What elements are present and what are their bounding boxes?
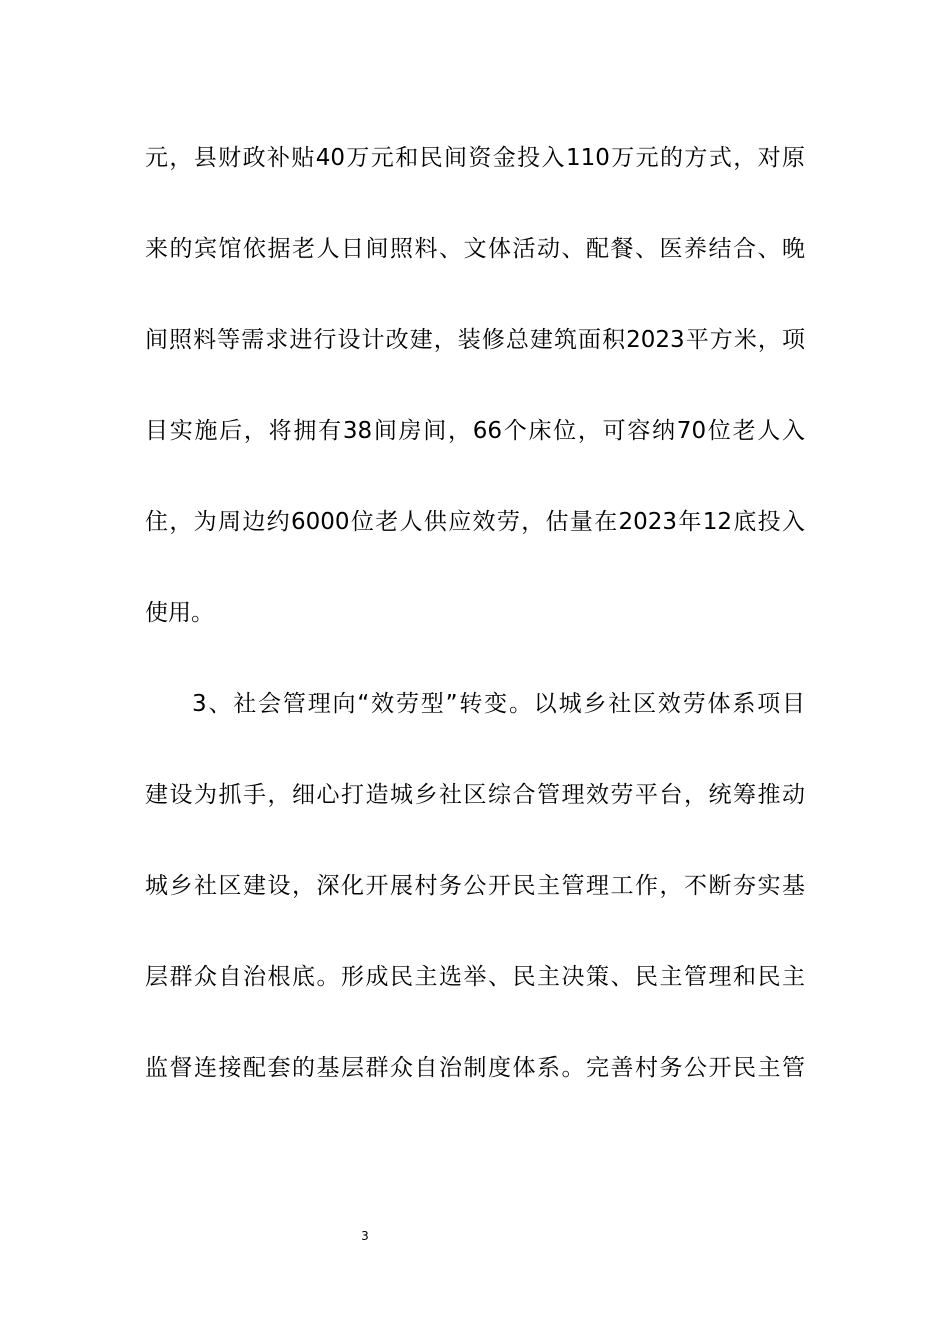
text-line-7: 3、社会管理向“效劳型”转变。以城乡社区效劳体系项目 (192, 691, 805, 717)
text-line-4: 目实施后，将拥有38间房间，66个床位，可容纳70位老人入 (145, 418, 805, 444)
text-line-10: 层群众自治根底。形成民主选举、民主决策、民主管理和民主 (145, 964, 805, 990)
text-line-5: 住，为周边约6000位老人供应效劳，估量在2023年12底投入 (145, 509, 805, 535)
page-number: 3 (361, 1229, 369, 1243)
text-line-8: 建设为抓手，细心打造城乡社区综合管理效劳平台，统筹推动 (145, 782, 805, 808)
text-line-2: 来的宾馆依据老人日间照料、文体活动、配餐、医养结合、晚 (145, 236, 805, 262)
text-line-6: 使用。 (145, 600, 214, 626)
text-line-11: 监督连接配套的基层群众自治制度体系。完善村务公开民主管 (145, 1055, 805, 1081)
text-line-9: 城乡社区建设，深化开展村务公开民主管理工作，不断夯实基 (145, 873, 805, 899)
text-line-1: 元，县财政补贴40万元和民间资金投入110万元的方式，对原 (145, 145, 805, 171)
text-line-3: 间照料等需求进行设计改建，装修总建筑面积2023平方米，项 (145, 327, 805, 353)
